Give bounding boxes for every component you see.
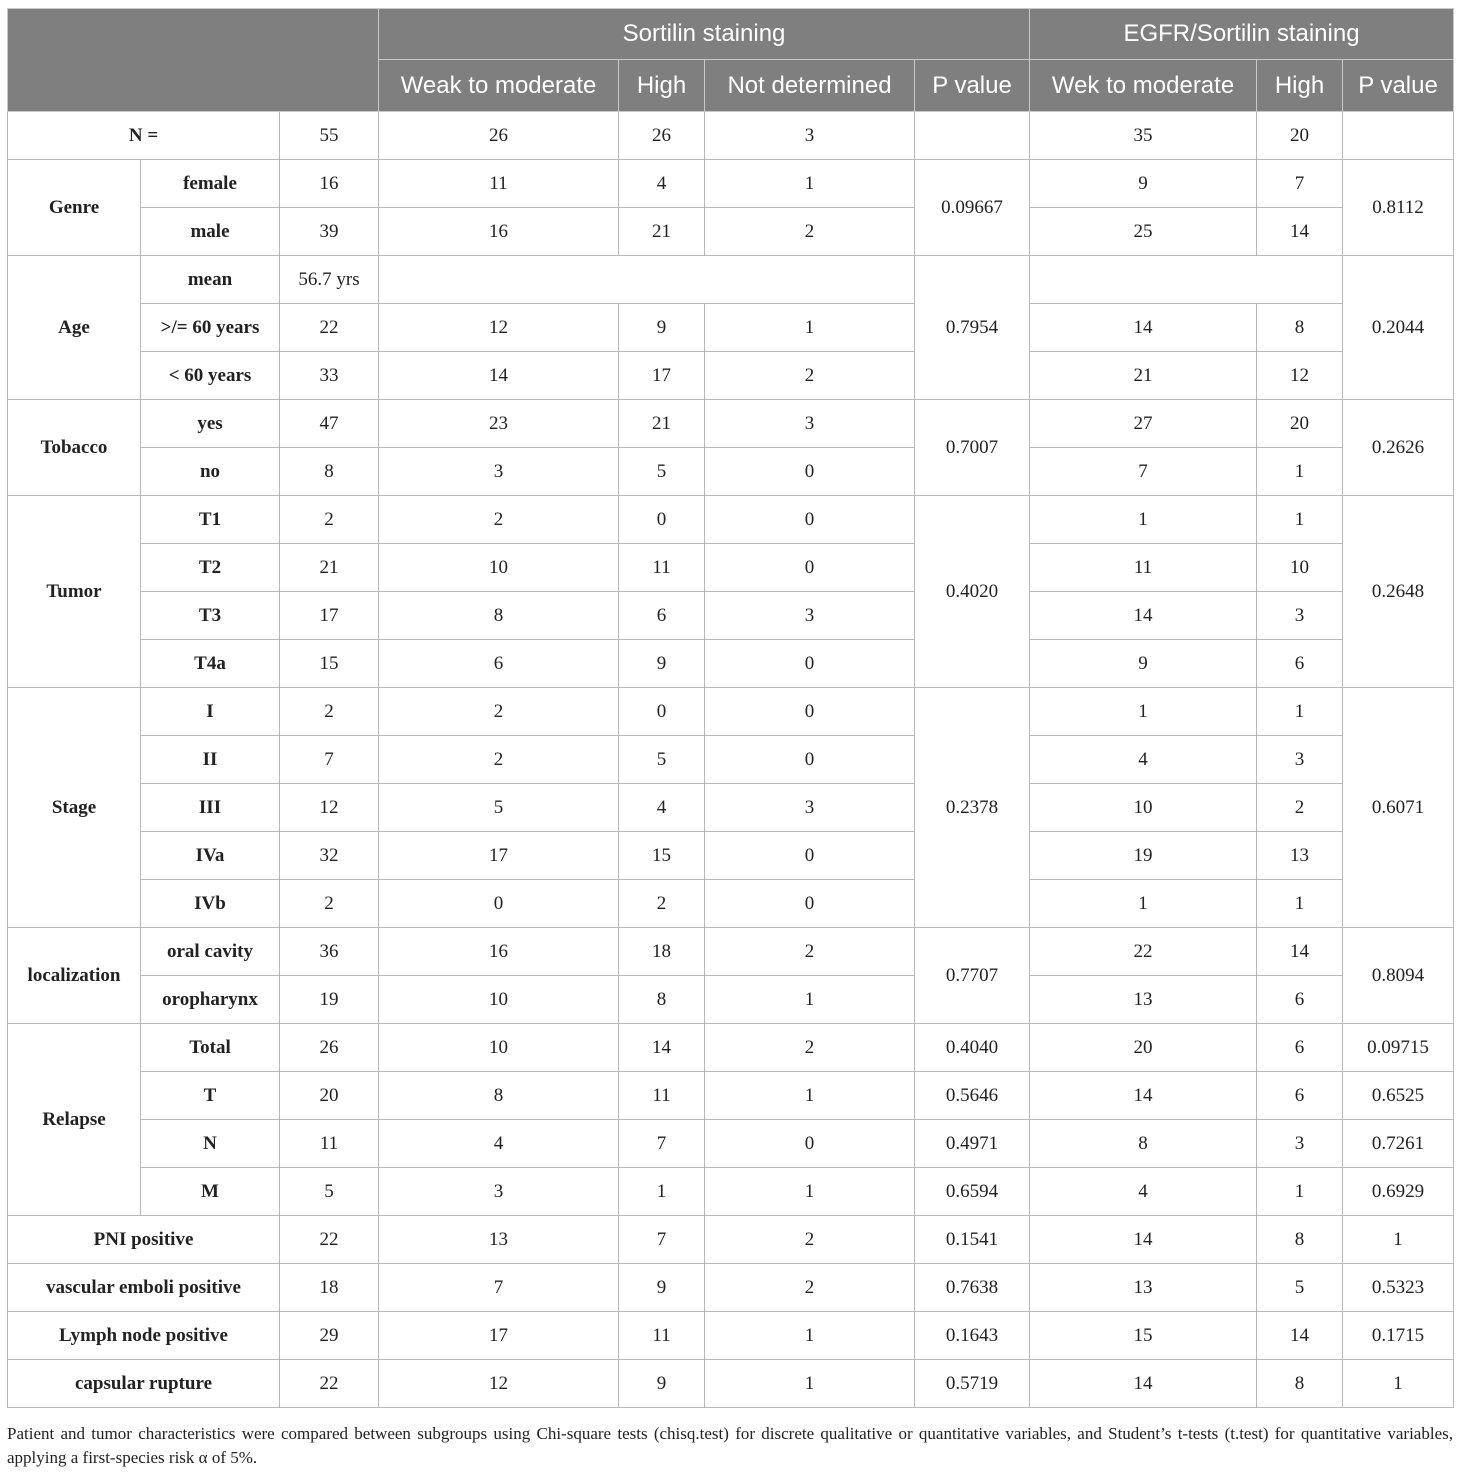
- cell-n: 22: [280, 1216, 379, 1264]
- cell-egfr-weak: 14: [1030, 1360, 1257, 1408]
- row-sublabel: >/= 60 years: [141, 304, 280, 352]
- cell-sortilin-high: 0: [619, 688, 705, 736]
- cell-sortilin-p: 0.7007: [915, 400, 1030, 496]
- cell-egfr-weak: 1: [1030, 880, 1257, 928]
- row-sublabel: T2: [141, 544, 280, 592]
- header-blank: [8, 9, 379, 112]
- table-row: [8, 736, 1454, 784]
- cell-empty: [379, 256, 915, 304]
- cell-n: 11: [280, 1120, 379, 1168]
- table-row: [8, 160, 1454, 208]
- cell-egfr-weak: 22: [1030, 928, 1257, 976]
- cell-sortilin-weak: 4: [379, 1120, 619, 1168]
- table-row: [8, 832, 1454, 880]
- cell-sortilin-high: 17: [619, 352, 705, 400]
- cell-n: 20: [280, 1072, 379, 1120]
- cell-egfr-p: 0.6525: [1343, 1072, 1454, 1120]
- table-row: [8, 304, 1454, 352]
- cell-egfr-weak: 4: [1030, 736, 1257, 784]
- table-row: [8, 1120, 1454, 1168]
- header-col: Not determined: [705, 60, 915, 112]
- cell-sortilin-high: 11: [619, 1072, 705, 1120]
- row-sublabel: T4a: [141, 640, 280, 688]
- cell-sortilin-p: 0.5646: [915, 1072, 1030, 1120]
- cell-n: 55: [280, 112, 379, 160]
- table-row: [8, 496, 1454, 544]
- cell-egfr-high: 14: [1257, 208, 1343, 256]
- table-row: [8, 400, 1454, 448]
- cell-egfr-high: 10: [1257, 544, 1343, 592]
- cell-egfr-high: 1: [1257, 496, 1343, 544]
- cell-egfr-high: 1: [1257, 448, 1343, 496]
- cell-sortilin-weak: 8: [379, 592, 619, 640]
- header-col: High: [1257, 60, 1343, 112]
- cell-n: 22: [280, 1360, 379, 1408]
- cell-n: 21: [280, 544, 379, 592]
- cell-egfr-high: 1: [1257, 1168, 1343, 1216]
- cell-sortilin-nd: 0: [705, 496, 915, 544]
- group-label: Relapse: [8, 1024, 141, 1216]
- cell-sortilin-high: 2: [619, 880, 705, 928]
- cell-sortilin-weak: 8: [379, 1072, 619, 1120]
- table-row: [8, 352, 1454, 400]
- table-row: [8, 544, 1454, 592]
- header-col: Weak to moderate: [379, 60, 619, 112]
- cell-egfr-weak: 14: [1030, 1072, 1257, 1120]
- cell-sortilin-high: 21: [619, 208, 705, 256]
- table-row: [8, 208, 1454, 256]
- cell-sortilin-weak: 0: [379, 880, 619, 928]
- cell-egfr-high: 2: [1257, 784, 1343, 832]
- cell-sortilin-weak: 13: [379, 1216, 619, 1264]
- table-row: [8, 1024, 1454, 1072]
- cell-egfr-p: 0.8112: [1343, 160, 1454, 256]
- cell-sortilin-weak: 3: [379, 448, 619, 496]
- header-col: High: [619, 60, 705, 112]
- table-row: [8, 256, 1454, 304]
- cell-egfr-high: 1: [1257, 688, 1343, 736]
- row-label: Lymph node positive: [8, 1312, 280, 1360]
- cell-egfr-high: 14: [1257, 1312, 1343, 1360]
- data-table: [7, 8, 1454, 1408]
- cell-sortilin-weak: 12: [379, 304, 619, 352]
- cell-n: 39: [280, 208, 379, 256]
- cell-sortilin-high: 9: [619, 640, 705, 688]
- cell-sortilin-high: 9: [619, 304, 705, 352]
- cell-egfr-weak: 9: [1030, 160, 1257, 208]
- cell-sortilin-high: 5: [619, 448, 705, 496]
- cell-sortilin-p: [915, 112, 1030, 160]
- cell-sortilin-weak: 2: [379, 736, 619, 784]
- cell-egfr-high: 3: [1257, 736, 1343, 784]
- cell-n: 26: [280, 1024, 379, 1072]
- cell-egfr-p: 0.2648: [1343, 496, 1454, 688]
- table-row: [8, 1360, 1454, 1408]
- table-row: [8, 880, 1454, 928]
- cell-egfr-weak: 19: [1030, 832, 1257, 880]
- header-sortilin-group: Sortilin staining: [379, 9, 1030, 60]
- cell-sortilin-high: 0: [619, 496, 705, 544]
- cell-sortilin-high: 14: [619, 1024, 705, 1072]
- cell-sortilin-weak: 16: [379, 928, 619, 976]
- row-sublabel: female: [141, 160, 280, 208]
- cell-egfr-high: 8: [1257, 1216, 1343, 1264]
- cell-egfr-p: 0.6929: [1343, 1168, 1454, 1216]
- cell-egfr-weak: 11: [1030, 544, 1257, 592]
- cell-sortilin-p: 0.4971: [915, 1120, 1030, 1168]
- cell-n: 19: [280, 976, 379, 1024]
- cell-egfr-high: 20: [1257, 400, 1343, 448]
- cell-sortilin-p: 0.5719: [915, 1360, 1030, 1408]
- table-row: [8, 688, 1454, 736]
- cell-sortilin-p: 0.09667: [915, 160, 1030, 256]
- cell-egfr-p: 1: [1343, 1360, 1454, 1408]
- cell-sortilin-high: 6: [619, 592, 705, 640]
- table-row: [8, 1312, 1454, 1360]
- cell-sortilin-weak: 6: [379, 640, 619, 688]
- cell-sortilin-p: 0.4020: [915, 496, 1030, 688]
- cell-n: 32: [280, 832, 379, 880]
- row-sublabel: yes: [141, 400, 280, 448]
- cell-egfr-weak: 13: [1030, 1264, 1257, 1312]
- row-sublabel: I: [141, 688, 280, 736]
- cell-egfr-weak: 8: [1030, 1120, 1257, 1168]
- group-label: localization: [8, 928, 141, 1024]
- cell-n: 16: [280, 160, 379, 208]
- cell-egfr-high: 13: [1257, 832, 1343, 880]
- cell-sortilin-p: 0.1643: [915, 1312, 1030, 1360]
- row-label: capsular rupture: [8, 1360, 280, 1408]
- cell-sortilin-nd: 2: [705, 352, 915, 400]
- cell-n: 15: [280, 640, 379, 688]
- cell-egfr-weak: 14: [1030, 592, 1257, 640]
- cell-sortilin-high: 1: [619, 1168, 705, 1216]
- cell-egfr-weak: 25: [1030, 208, 1257, 256]
- group-label: Stage: [8, 688, 141, 928]
- cell-egfr-high: 6: [1257, 640, 1343, 688]
- row-sublabel: N: [141, 1120, 280, 1168]
- cell-egfr-high: 7: [1257, 160, 1343, 208]
- cell-sortilin-nd: 1: [705, 1360, 915, 1408]
- cell-sortilin-nd: 0: [705, 448, 915, 496]
- cell-n: 56.7 yrs: [280, 256, 379, 304]
- cell-sortilin-nd: 1: [705, 976, 915, 1024]
- cell-egfr-p: 0.5323: [1343, 1264, 1454, 1312]
- cell-sortilin-nd: 3: [705, 592, 915, 640]
- cell-sortilin-high: 4: [619, 160, 705, 208]
- cell-egfr-high: 8: [1257, 1360, 1343, 1408]
- footnote: Patient and tumor characteristics were compared between subgroups using Chi-square tests (chisq.test) for discrete qualitative or quantitative variables, and Student’s t-tests (t.test) for quantitative variables, applying a first-species risk α of 5%.: [7, 1424, 1453, 1467]
- cell-sortilin-nd: 3: [705, 400, 915, 448]
- cell-sortilin-weak: 2: [379, 496, 619, 544]
- cell-egfr-weak: 35: [1030, 112, 1257, 160]
- cell-egfr-high: 6: [1257, 976, 1343, 1024]
- cell-egfr-p: 0.8094: [1343, 928, 1454, 1024]
- row-sublabel: T: [141, 1072, 280, 1120]
- table-row: [8, 1072, 1454, 1120]
- cell-sortilin-nd: 1: [705, 1312, 915, 1360]
- cell-sortilin-nd: 2: [705, 208, 915, 256]
- cell-sortilin-nd: 3: [705, 112, 915, 160]
- cell-empty: [1030, 256, 1343, 304]
- cell-sortilin-p: 0.4040: [915, 1024, 1030, 1072]
- cell-sortilin-weak: 10: [379, 976, 619, 1024]
- header-col: P value: [915, 60, 1030, 112]
- cell-sortilin-weak: 17: [379, 832, 619, 880]
- table-row: [8, 1168, 1454, 1216]
- cell-sortilin-high: 7: [619, 1120, 705, 1168]
- cell-egfr-weak: 14: [1030, 1216, 1257, 1264]
- cell-sortilin-nd: 0: [705, 880, 915, 928]
- cell-sortilin-nd: 0: [705, 688, 915, 736]
- cell-sortilin-p: 0.6594: [915, 1168, 1030, 1216]
- cell-sortilin-nd: 2: [705, 1264, 915, 1312]
- cell-sortilin-nd: 1: [705, 160, 915, 208]
- cell-sortilin-high: 15: [619, 832, 705, 880]
- cell-sortilin-high: 26: [619, 112, 705, 160]
- cell-sortilin-nd: 0: [705, 832, 915, 880]
- cell-n: 47: [280, 400, 379, 448]
- cell-egfr-weak: 1: [1030, 496, 1257, 544]
- table-row: [8, 976, 1454, 1024]
- cell-egfr-high: 5: [1257, 1264, 1343, 1312]
- table-row: [8, 784, 1454, 832]
- cell-sortilin-nd: 0: [705, 736, 915, 784]
- cell-sortilin-nd: 1: [705, 1168, 915, 1216]
- cell-sortilin-nd: 1: [705, 304, 915, 352]
- row-sublabel: IVb: [141, 880, 280, 928]
- table-row: [8, 112, 1454, 160]
- cell-n: 36: [280, 928, 379, 976]
- cell-sortilin-high: 4: [619, 784, 705, 832]
- row-label: N =: [8, 112, 280, 160]
- cell-sortilin-nd: 2: [705, 1024, 915, 1072]
- cell-sortilin-high: 8: [619, 976, 705, 1024]
- cell-n: 2: [280, 688, 379, 736]
- table-body: [8, 112, 1454, 1408]
- row-sublabel: < 60 years: [141, 352, 280, 400]
- cell-sortilin-nd: 2: [705, 1216, 915, 1264]
- cell-n: 5: [280, 1168, 379, 1216]
- cell-sortilin-weak: 3: [379, 1168, 619, 1216]
- cell-egfr-high: 12: [1257, 352, 1343, 400]
- header-col: Wek to moderate: [1030, 60, 1257, 112]
- cell-sortilin-nd: 3: [705, 784, 915, 832]
- table-row: [8, 448, 1454, 496]
- header-egfr-group: EGFR/Sortilin staining: [1030, 9, 1454, 60]
- cell-egfr-p: 1: [1343, 1216, 1454, 1264]
- cell-egfr-weak: 4: [1030, 1168, 1257, 1216]
- cell-egfr-weak: 10: [1030, 784, 1257, 832]
- table-row: [8, 928, 1454, 976]
- row-sublabel: T3: [141, 592, 280, 640]
- cell-egfr-high: 6: [1257, 1024, 1343, 1072]
- cell-sortilin-high: 9: [619, 1264, 705, 1312]
- cell-sortilin-weak: 12: [379, 1360, 619, 1408]
- cell-sortilin-high: 5: [619, 736, 705, 784]
- cell-sortilin-weak: 2: [379, 688, 619, 736]
- row-sublabel: oropharynx: [141, 976, 280, 1024]
- cell-sortilin-p: 0.7954: [915, 256, 1030, 400]
- cell-sortilin-weak: 7: [379, 1264, 619, 1312]
- cell-egfr-p: 0.7261: [1343, 1120, 1454, 1168]
- row-sublabel: M: [141, 1168, 280, 1216]
- cell-n: 8: [280, 448, 379, 496]
- cell-egfr-high: 8: [1257, 304, 1343, 352]
- cell-sortilin-weak: 26: [379, 112, 619, 160]
- cell-n: 12: [280, 784, 379, 832]
- group-label: Age: [8, 256, 141, 400]
- group-label: Genre: [8, 160, 141, 256]
- table-row: [8, 592, 1454, 640]
- row-sublabel: mean: [141, 256, 280, 304]
- row-sublabel: T1: [141, 496, 280, 544]
- cell-egfr-weak: 20: [1030, 1024, 1257, 1072]
- cell-egfr-high: 3: [1257, 592, 1343, 640]
- cell-sortilin-high: 7: [619, 1216, 705, 1264]
- cell-sortilin-weak: 16: [379, 208, 619, 256]
- cell-egfr-p: 0.2044: [1343, 256, 1454, 400]
- cell-sortilin-high: 18: [619, 928, 705, 976]
- group-label: Tobacco: [8, 400, 141, 496]
- table-container: [7, 8, 1453, 1408]
- cell-sortilin-weak: 11: [379, 160, 619, 208]
- row-sublabel: II: [141, 736, 280, 784]
- row-sublabel: III: [141, 784, 280, 832]
- cell-sortilin-nd: 0: [705, 640, 915, 688]
- row-label: vascular emboli positive: [8, 1264, 280, 1312]
- row-sublabel: no: [141, 448, 280, 496]
- row-sublabel: male: [141, 208, 280, 256]
- cell-egfr-weak: 13: [1030, 976, 1257, 1024]
- cell-egfr-high: 3: [1257, 1120, 1343, 1168]
- cell-egfr-weak: 7: [1030, 448, 1257, 496]
- cell-egfr-p: 0.2626: [1343, 400, 1454, 496]
- cell-egfr-weak: 9: [1030, 640, 1257, 688]
- cell-sortilin-weak: 17: [379, 1312, 619, 1360]
- cell-egfr-weak: 1: [1030, 688, 1257, 736]
- cell-sortilin-high: 9: [619, 1360, 705, 1408]
- cell-egfr-weak: 21: [1030, 352, 1257, 400]
- cell-egfr-p: 0.09715: [1343, 1024, 1454, 1072]
- cell-sortilin-p: 0.7707: [915, 928, 1030, 1024]
- group-label: Tumor: [8, 496, 141, 688]
- cell-egfr-high: 1: [1257, 880, 1343, 928]
- cell-sortilin-weak: 10: [379, 1024, 619, 1072]
- table-row: [8, 1264, 1454, 1312]
- cell-sortilin-nd: 0: [705, 1120, 915, 1168]
- cell-n: 2: [280, 496, 379, 544]
- cell-n: 2: [280, 880, 379, 928]
- cell-egfr-high: 6: [1257, 1072, 1343, 1120]
- cell-egfr-high: 20: [1257, 112, 1343, 160]
- cell-sortilin-nd: 0: [705, 544, 915, 592]
- cell-n: 18: [280, 1264, 379, 1312]
- cell-n: 29: [280, 1312, 379, 1360]
- cell-sortilin-weak: 23: [379, 400, 619, 448]
- table-row: [8, 640, 1454, 688]
- cell-sortilin-p: 0.7638: [915, 1264, 1030, 1312]
- cell-egfr-high: 14: [1257, 928, 1343, 976]
- cell-egfr-weak: 14: [1030, 304, 1257, 352]
- cell-n: 17: [280, 592, 379, 640]
- cell-sortilin-weak: 14: [379, 352, 619, 400]
- cell-sortilin-weak: 5: [379, 784, 619, 832]
- cell-egfr-p: 0.1715: [1343, 1312, 1454, 1360]
- row-label: PNI positive: [8, 1216, 280, 1264]
- cell-sortilin-high: 11: [619, 544, 705, 592]
- cell-sortilin-nd: 1: [705, 1072, 915, 1120]
- cell-sortilin-weak: 10: [379, 544, 619, 592]
- cell-sortilin-p: 0.2378: [915, 688, 1030, 928]
- cell-egfr-weak: 27: [1030, 400, 1257, 448]
- row-sublabel: Total: [141, 1024, 280, 1072]
- table-row: [8, 1216, 1454, 1264]
- cell-n: 7: [280, 736, 379, 784]
- cell-egfr-p: 0.6071: [1343, 688, 1454, 928]
- cell-n: 22: [280, 304, 379, 352]
- cell-sortilin-high: 21: [619, 400, 705, 448]
- header-col: P value: [1343, 60, 1454, 112]
- cell-egfr-p: [1343, 112, 1454, 160]
- row-sublabel: IVa: [141, 832, 280, 880]
- cell-sortilin-high: 11: [619, 1312, 705, 1360]
- cell-sortilin-p: 0.1541: [915, 1216, 1030, 1264]
- cell-sortilin-nd: 2: [705, 928, 915, 976]
- cell-n: 33: [280, 352, 379, 400]
- cell-egfr-weak: 15: [1030, 1312, 1257, 1360]
- row-sublabel: oral cavity: [141, 928, 280, 976]
